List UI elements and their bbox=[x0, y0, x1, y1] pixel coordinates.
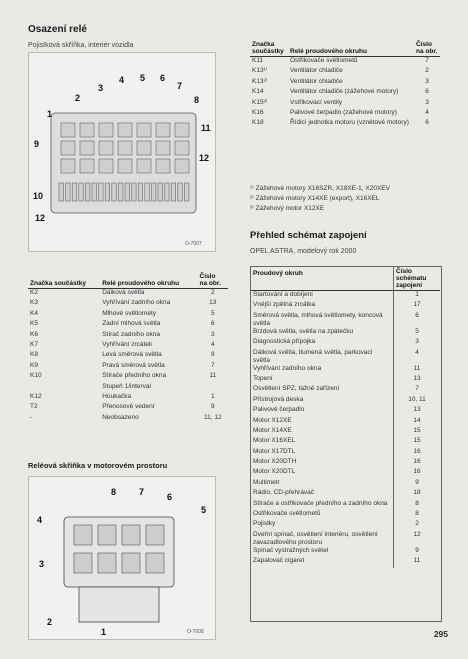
relay-slot bbox=[80, 123, 94, 137]
fuse-slot bbox=[165, 183, 170, 201]
table-cell: K8 bbox=[30, 351, 38, 359]
table-row bbox=[250, 67, 440, 77]
table-cell: 17 bbox=[394, 301, 441, 311]
table-row bbox=[28, 310, 228, 320]
table-cell: Spínač vystražných světel bbox=[253, 546, 329, 554]
section-title: Osazení relé bbox=[28, 24, 87, 35]
col-header-number: Číslo na obr. bbox=[199, 273, 221, 287]
table-cell: 11 bbox=[209, 372, 217, 380]
table-cell: 7 bbox=[394, 385, 441, 395]
relay-table-interior bbox=[28, 272, 228, 424]
table-row bbox=[251, 489, 440, 499]
table-cell: 9 bbox=[394, 479, 441, 489]
table-cell: 3 bbox=[425, 77, 429, 85]
fuse-slot bbox=[99, 183, 104, 201]
table-row bbox=[251, 328, 440, 338]
table-cell: Vyhřívání zadního okna bbox=[253, 364, 322, 372]
table-cell: 3 bbox=[210, 330, 215, 338]
relay-slot bbox=[74, 525, 92, 545]
relay-slot bbox=[175, 141, 189, 155]
relay-slot bbox=[137, 159, 151, 173]
fuse-slot bbox=[72, 183, 77, 201]
table-cell: Neobsazeno bbox=[102, 413, 139, 421]
table-cell: 6 bbox=[210, 320, 215, 328]
col-header-number-r: Číslo na obr. bbox=[416, 41, 438, 55]
fig2-callout-7: 7 bbox=[139, 487, 145, 497]
table-cell: Startování a dobíjení bbox=[253, 291, 313, 298]
schema-table bbox=[251, 267, 440, 568]
figure-code: O-7007 bbox=[185, 241, 202, 247]
fuse-slot bbox=[59, 183, 64, 201]
table-row bbox=[251, 417, 440, 427]
col-header-part: Značka součástky bbox=[30, 280, 87, 287]
table-cell: Stírače předního okna bbox=[102, 372, 167, 380]
fuse-slot bbox=[125, 183, 130, 201]
table-row bbox=[28, 414, 228, 424]
table-cell: 2 bbox=[210, 289, 215, 296]
relay-slot bbox=[137, 123, 151, 137]
relay-slot bbox=[146, 525, 164, 545]
table-cell: 16 bbox=[394, 458, 441, 468]
fig2-callout-1: 1 bbox=[101, 627, 107, 637]
table-cell: Vstřikovací ventily bbox=[290, 98, 343, 106]
table-cell: 16 bbox=[394, 448, 441, 458]
table-row bbox=[251, 531, 440, 547]
table-cell: Palivové čerpadlo (zážehové motory) bbox=[290, 108, 397, 116]
table-row bbox=[251, 557, 440, 567]
table-cell: Dálková světla, tlumená světla, parkovací světla bbox=[253, 348, 373, 364]
table-cell: 10, 11 bbox=[394, 396, 441, 406]
table-cell: 4 bbox=[210, 340, 215, 348]
table-cell: 5 bbox=[394, 328, 441, 338]
table-cell: Motor X17DTL bbox=[253, 447, 296, 455]
table-cell: 1 bbox=[210, 392, 215, 400]
table-cell: Přenosové vedení bbox=[102, 403, 155, 411]
table-cell: Motor X16XEL bbox=[253, 437, 296, 445]
table-cell: Houkačka bbox=[102, 392, 132, 400]
table-row bbox=[251, 510, 440, 520]
table-row bbox=[251, 312, 440, 328]
table-cell: Dveřní spínač, osvětlení interiéru, osvětlení zavazadlového prostoru bbox=[253, 530, 378, 546]
col-header-part-r: Značka součástky bbox=[252, 41, 284, 55]
table-cell: K10 bbox=[30, 372, 42, 380]
fuse-slot bbox=[145, 183, 150, 201]
col-header-circuit-r: Relé proudového okruhu bbox=[290, 48, 367, 55]
fuse-slot bbox=[184, 183, 189, 201]
table-cell: 13 bbox=[209, 299, 217, 307]
table-cell: 3 bbox=[394, 338, 441, 348]
callout-4: 4 bbox=[119, 75, 125, 85]
table-row bbox=[251, 338, 440, 348]
table-cell: K6 bbox=[30, 330, 38, 338]
table-cell: Zapalovač cigaret bbox=[253, 557, 305, 565]
table-cell: 13 bbox=[394, 375, 441, 385]
footnote-3: ³⁾ Zážehový motor X12XE bbox=[250, 205, 325, 212]
table-cell: Stírače a ostřikovače předního a zadního okna bbox=[253, 499, 388, 507]
table-cell: 9 bbox=[210, 403, 215, 411]
relay-slot bbox=[156, 159, 170, 173]
fuse-slot bbox=[138, 183, 143, 201]
table-cell: Levá směrová světla bbox=[102, 351, 162, 359]
table-cell: Ventilátor chladiče bbox=[290, 77, 343, 85]
callout-10: 10 bbox=[33, 191, 44, 201]
table-cell: Ventilátor chladiče (zážehové motory) bbox=[290, 88, 399, 96]
table-row bbox=[28, 393, 228, 403]
table-row bbox=[250, 119, 440, 129]
table-cell: Pojistky bbox=[253, 520, 276, 528]
fig2-callout-6: 6 bbox=[167, 492, 173, 502]
fuse-slot bbox=[151, 183, 156, 201]
table-cell: Vnější zpětná zrcátka bbox=[253, 301, 316, 309]
table-row bbox=[28, 331, 228, 341]
table-cell: 6 bbox=[425, 119, 429, 127]
table-row bbox=[251, 385, 440, 395]
relay-slot bbox=[118, 123, 132, 137]
table-cell: 15 bbox=[394, 427, 441, 437]
relay-slot bbox=[122, 553, 140, 573]
table-cell: 8 bbox=[210, 351, 215, 359]
table-cell: K11 bbox=[252, 57, 264, 64]
table-cell: Motor X12XE bbox=[253, 416, 292, 424]
table-row bbox=[251, 547, 440, 557]
table-cell: K7 bbox=[30, 340, 38, 348]
relay-slot bbox=[61, 123, 75, 137]
relay-slot bbox=[98, 525, 116, 545]
relay-slot bbox=[156, 141, 170, 155]
table-cell: Směrová světla, mlhová světlomety, koncová světla bbox=[253, 311, 383, 327]
table-cell: K9 bbox=[30, 361, 38, 369]
table-row bbox=[250, 57, 440, 68]
table-row bbox=[250, 99, 440, 109]
fig2-callout-2: 2 bbox=[47, 617, 53, 627]
table-cell: T2 bbox=[30, 403, 38, 411]
relay-slot bbox=[99, 123, 113, 137]
table-cell: Ostřikovače světlometů bbox=[253, 510, 321, 518]
table-cell: 13 bbox=[394, 406, 441, 416]
section-title-schemes: Přehled schémat zapojení bbox=[250, 230, 367, 241]
table-row bbox=[251, 448, 440, 458]
table-cell: K4 bbox=[30, 309, 38, 317]
section-subtitle-schemes: OPEL ASTRA, modelový rok 2000 bbox=[250, 248, 357, 255]
relay-box-engine-figure bbox=[28, 476, 216, 640]
fuse-slot bbox=[158, 183, 163, 201]
table-cell: 8 bbox=[394, 510, 441, 520]
fuse-slot bbox=[92, 183, 97, 201]
section-title-engine-relays: Reléová skříňka v motorovém prostoru bbox=[28, 461, 168, 470]
col-header-circuit-s: Proudový okruh bbox=[253, 270, 303, 277]
fuse-slot bbox=[105, 183, 110, 201]
callout-2: 2 bbox=[75, 93, 81, 103]
table-cell: 11, 12 bbox=[203, 413, 222, 421]
table-cell: K18 bbox=[252, 119, 264, 127]
table-cell: K16 bbox=[252, 108, 264, 116]
relay-slot bbox=[156, 123, 170, 137]
table-row bbox=[251, 520, 440, 530]
table-cell: 1 bbox=[394, 291, 441, 302]
table-row bbox=[28, 299, 228, 309]
table-row bbox=[251, 500, 440, 510]
relay-slot bbox=[146, 553, 164, 573]
table-cell: Multimetr bbox=[253, 478, 280, 486]
table-row bbox=[28, 341, 228, 351]
fuse-slot bbox=[85, 183, 90, 201]
table-cell: K5 bbox=[30, 320, 38, 328]
footnote-2: ²⁾ Zážehové motory X14XE (export), X16XEL bbox=[250, 195, 380, 202]
table-cell: 9 bbox=[394, 547, 441, 557]
table-cell: 3 bbox=[425, 98, 429, 106]
table-cell: 18 bbox=[394, 489, 441, 499]
relay-slot bbox=[61, 159, 75, 173]
table-cell: Diagnostická přípojka bbox=[253, 338, 316, 346]
table-cell: Zadní mlhová světla bbox=[102, 320, 161, 328]
callout-7: 7 bbox=[177, 81, 183, 91]
fig2-callout-4: 4 bbox=[37, 515, 43, 525]
table-row bbox=[250, 109, 440, 119]
table-row bbox=[250, 88, 440, 98]
relay-slot bbox=[175, 159, 189, 173]
table-cell: 2 bbox=[394, 520, 441, 530]
callout-12a: 12 bbox=[199, 153, 210, 163]
table-cell: Motor X20DTH bbox=[253, 458, 297, 466]
table-cell: Ventilátor chladiče bbox=[290, 67, 343, 75]
col-header-scheme: Číslo schématu zapojení bbox=[394, 267, 441, 291]
fuse-box-interior-figure bbox=[28, 52, 216, 252]
relay-slot bbox=[80, 141, 94, 155]
table-cell: 4 bbox=[394, 349, 441, 365]
fig2-callout-5: 5 bbox=[201, 505, 207, 515]
fuse-slot bbox=[132, 183, 137, 201]
table-cell: Dálková světla bbox=[102, 289, 145, 296]
table-cell: Brzdová světla, světla na zpátečku bbox=[253, 327, 354, 335]
table-cell: Pravá směrová světla bbox=[102, 361, 165, 369]
fuse-slot bbox=[66, 183, 71, 201]
table-cell: 11 bbox=[394, 365, 441, 375]
table-row bbox=[28, 372, 228, 382]
relay-slot bbox=[80, 159, 94, 173]
relay-slot bbox=[98, 553, 116, 573]
table-cell bbox=[198, 383, 228, 393]
table-cell: 16 bbox=[394, 468, 441, 478]
table-row bbox=[28, 289, 228, 300]
table-cell: 4 bbox=[425, 108, 429, 116]
fig2-callout-3: 3 bbox=[39, 559, 45, 569]
table-cell: 14 bbox=[394, 417, 441, 427]
table-cell: K12 bbox=[30, 392, 42, 400]
table-cell: K13²⁾ bbox=[252, 77, 268, 85]
footnotes bbox=[250, 184, 390, 214]
table-row bbox=[251, 406, 440, 416]
relay-table-engine bbox=[250, 40, 440, 130]
table-row bbox=[250, 78, 440, 88]
callout-5: 5 bbox=[140, 73, 146, 83]
table-cell: Mlhové světlomety bbox=[102, 309, 157, 317]
table-cell: Ostřikovače světlometů bbox=[290, 57, 358, 64]
relay-slot bbox=[122, 525, 140, 545]
table-row bbox=[251, 291, 440, 302]
table-cell: 7 bbox=[425, 57, 429, 64]
page-number: 295 bbox=[433, 629, 448, 639]
relay-slot bbox=[118, 159, 132, 173]
table-cell: Stupeň 1/interval bbox=[102, 382, 151, 390]
table-row bbox=[251, 479, 440, 489]
table-cell: Přístrojová deska bbox=[253, 395, 304, 403]
table-row bbox=[251, 468, 440, 478]
table-cell: 6 bbox=[394, 312, 441, 328]
table-row bbox=[28, 383, 228, 393]
table-row bbox=[251, 437, 440, 447]
table-cell: Motor X20DTL bbox=[253, 468, 296, 476]
callout-9: 9 bbox=[34, 139, 40, 149]
table-cell: K14 bbox=[252, 88, 264, 96]
table-cell: 2 bbox=[425, 67, 429, 75]
section-subtitle: Pojistková skříňka, interiér vozidla bbox=[28, 42, 134, 49]
callout-6: 6 bbox=[160, 73, 166, 83]
relay-slot bbox=[118, 141, 132, 155]
table-row bbox=[251, 365, 440, 375]
callout-1: 1 bbox=[47, 109, 53, 119]
table-cell: Řídicí jednotka motoru (vznětové motory) bbox=[290, 119, 409, 127]
table-row bbox=[28, 320, 228, 330]
table-row bbox=[251, 458, 440, 468]
table-cell: 12 bbox=[394, 531, 441, 547]
table-cell: K2 bbox=[30, 289, 38, 296]
table-cell: 5 bbox=[210, 309, 215, 317]
table-cell bbox=[28, 383, 100, 393]
relay-slot bbox=[74, 553, 92, 573]
table-cell: - bbox=[30, 413, 33, 421]
table-row bbox=[28, 403, 228, 413]
relay-slot bbox=[61, 141, 75, 155]
callout-11: 11 bbox=[201, 123, 211, 133]
relay-slot bbox=[175, 123, 189, 137]
table-row bbox=[251, 349, 440, 365]
fuse-slot bbox=[79, 183, 84, 201]
table-cell: 11 bbox=[394, 557, 441, 567]
fuse-slot bbox=[178, 183, 183, 201]
callout-8: 8 bbox=[194, 95, 200, 105]
table-row bbox=[28, 362, 228, 372]
table-cell: Vyhřívání zrcátek bbox=[102, 340, 153, 348]
table-cell: 7 bbox=[210, 361, 215, 369]
table-cell: Palivové čerpadlo bbox=[253, 406, 305, 414]
table-cell: 15 bbox=[394, 437, 441, 447]
fig2-callout-8: 8 bbox=[111, 487, 117, 497]
figure-code-2: O-7008 bbox=[187, 629, 204, 635]
relay-slot bbox=[99, 141, 113, 155]
footnote-1: ¹⁾ Zážehové motory X16SZR, X18XE-1, X20XEV bbox=[250, 185, 390, 192]
relay-slot bbox=[137, 141, 151, 155]
table-cell: Rádio, CD-přehrávač bbox=[253, 489, 315, 497]
col-header-circuit: Relé proudového okruhu bbox=[102, 280, 180, 287]
table-cell: 8 bbox=[394, 500, 441, 510]
fuse-slot bbox=[118, 183, 123, 201]
table-row bbox=[28, 351, 228, 361]
table-cell: K13¹⁾ bbox=[252, 67, 268, 75]
callout-12b: 12 bbox=[35, 213, 46, 223]
table-row bbox=[251, 427, 440, 437]
table-cell: Stírač zadního okna bbox=[102, 330, 161, 338]
table-cell: K15³⁾ bbox=[252, 98, 268, 106]
table-row bbox=[251, 375, 440, 385]
table-cell: Osvětlení SPZ, tažné zařízení bbox=[253, 385, 340, 393]
table-cell: Motor X14XE bbox=[253, 426, 292, 434]
table-row bbox=[251, 396, 440, 406]
table-cell: K3 bbox=[30, 299, 38, 307]
table-cell: Topení bbox=[253, 374, 273, 382]
relay-box-drawing bbox=[29, 477, 215, 639]
fuse-slot bbox=[112, 183, 117, 201]
callout-3: 3 bbox=[98, 83, 104, 93]
fuse-slot bbox=[171, 183, 176, 201]
table-cell: 6 bbox=[425, 88, 429, 96]
relay-slot bbox=[99, 159, 113, 173]
table-cell: Vyhřívání zadního okna bbox=[102, 299, 171, 307]
table-row bbox=[251, 301, 440, 311]
